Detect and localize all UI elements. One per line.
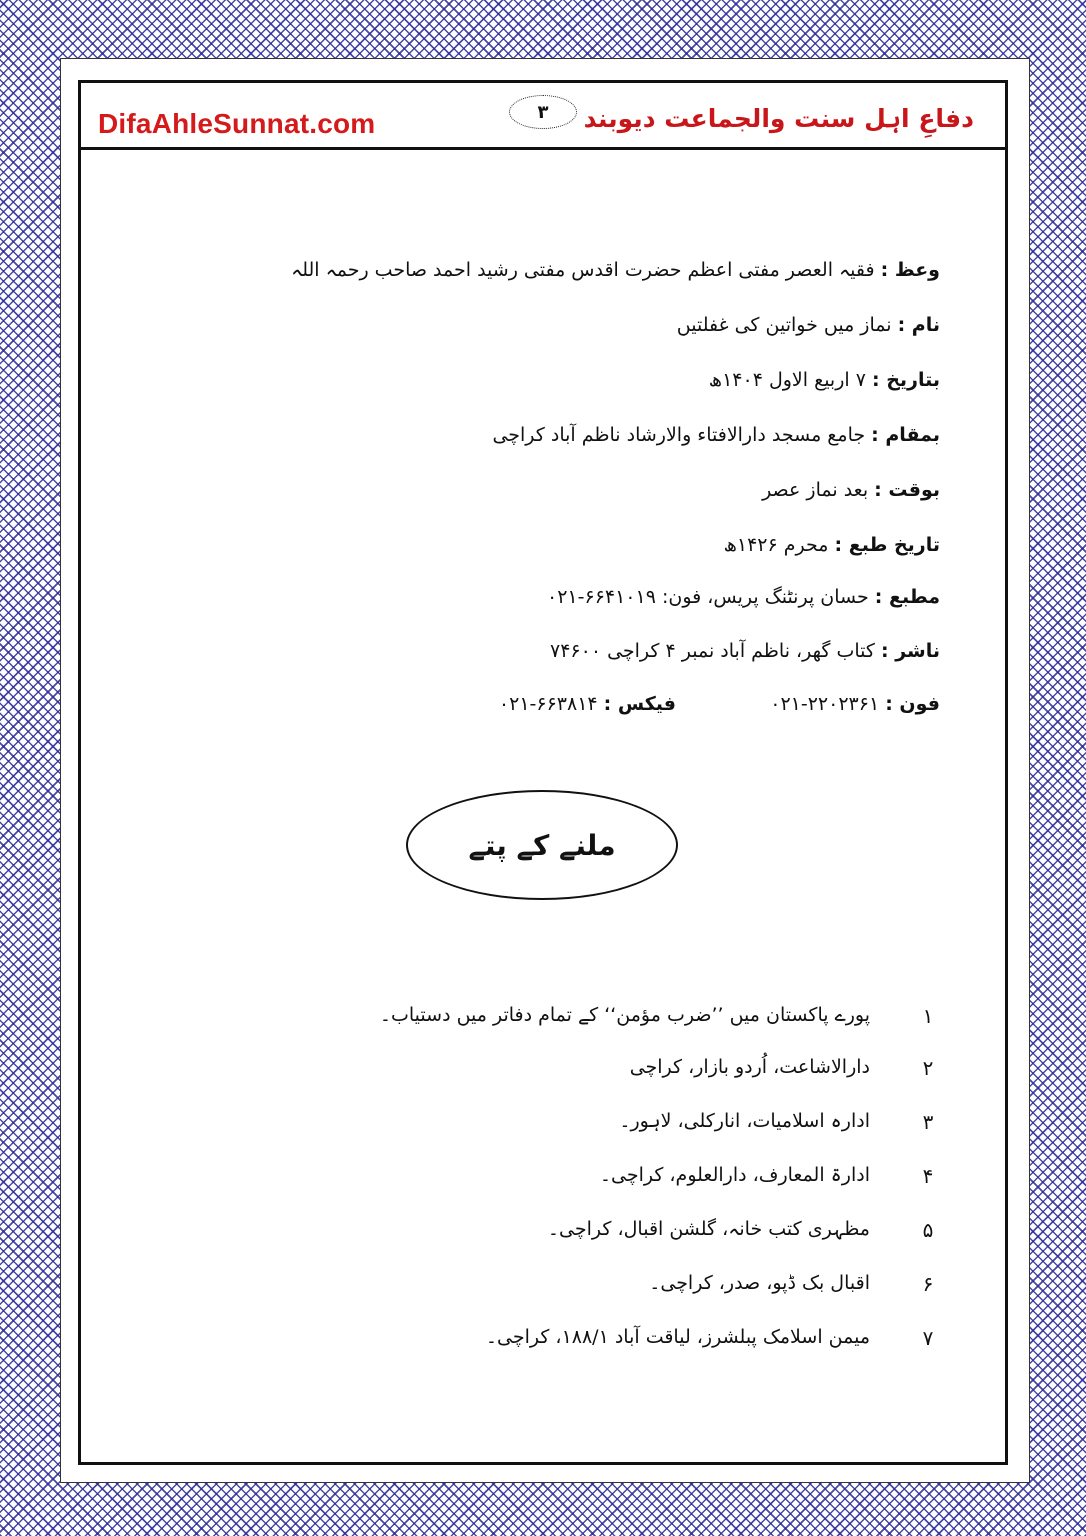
fax-value: ۶۶۳۸۱۴-۰۲۱ — [498, 693, 598, 715]
list-number: ۲ — [922, 1056, 934, 1080]
detail-line-place — [492, 424, 940, 446]
detail-value: محرم ۱۴۲۶ھ — [723, 534, 829, 556]
phone-value: ۲۲۰۲۳۶۱-۰۲۱ — [770, 693, 880, 715]
list-item — [0, 1164, 1086, 1204]
detail-label: بتاریخ : — [871, 369, 940, 391]
detail-label: بوقت : — [874, 479, 940, 501]
list-text: ادارۃ المعارف، دارالعلوم، کراچی۔ — [599, 1164, 870, 1186]
list-text: میمن اسلامک پبلشرز، لیاقت آباد ۱۸۸/۱، کراچی۔ — [485, 1326, 870, 1348]
list-text: مظہری کتب خانہ، گلشن اقبال، کراچی۔ — [547, 1218, 870, 1240]
detail-value: حسان پرنٹنگ پریس، فون: ۶۶۴۱۰۱۹-۰۲۱ — [547, 586, 869, 608]
detail-value: نماز میں خواتین کی غفلتیں — [676, 314, 892, 336]
section-title: ملنے کے پتے — [468, 828, 616, 862]
list-item — [0, 1326, 1086, 1366]
header-divider — [78, 147, 1008, 150]
detail-value: بعد نماز عصر — [762, 479, 869, 501]
list-number: ۴ — [922, 1164, 934, 1188]
detail-label: مطبع : — [874, 586, 940, 608]
detail-label: ناشر : — [881, 640, 940, 662]
detail-line-time — [762, 479, 940, 501]
detail-line-publisher — [550, 640, 940, 662]
page-number-text: ۳ — [537, 101, 549, 123]
list-item — [0, 1272, 1086, 1312]
page-number — [509, 95, 577, 129]
detail-label: نام : — [897, 314, 940, 336]
detail-label: تاریخ طبع : — [834, 534, 940, 556]
phone-label: فون : — [885, 693, 940, 715]
header-title: دفاعِ اہل سنت والجماعت دیوبند — [583, 104, 974, 133]
list-text: پورے پاکستان میں ’’ضرب مؤمن‘‘ کے تمام دفاتر میں دستیاب۔ — [379, 1004, 870, 1026]
detail-label: وعظ : — [880, 259, 940, 281]
detail-value: ۷ اربیع الاول ۱۴۰۴ھ — [708, 369, 866, 391]
section-title-oval — [406, 790, 678, 900]
fax-line — [499, 693, 676, 715]
list-text: اقبال بک ڈپو، صدر، کراچی۔ — [649, 1272, 870, 1294]
list-text: ادارہ اسلامیات، انارکلی، لاہور۔ — [619, 1110, 870, 1132]
list-number: ۱ — [922, 1004, 934, 1028]
detail-line-press — [547, 586, 940, 608]
detail-value: فقیہ العصر مفتی اعظم حضرت اقدس مفتی رشید احمد صاحب رحمہ اللہ — [291, 259, 875, 281]
list-item — [0, 1110, 1086, 1150]
list-number: ۵ — [922, 1218, 934, 1242]
phone-line — [770, 693, 940, 715]
list-number: ۳ — [922, 1110, 934, 1134]
detail-line-date — [709, 369, 940, 391]
list-item — [0, 1004, 1086, 1044]
list-item — [0, 1218, 1086, 1258]
detail-value: کتاب گھر، ناظم آباد نمبر ۴ کراچی ۷۴۶۰۰ — [550, 640, 875, 662]
detail-value: جامع مسجد دارالافتاء والارشاد ناظم آباد کراچی — [492, 424, 866, 446]
list-number: ۷ — [922, 1326, 934, 1350]
list-item — [0, 1056, 1086, 1096]
list-number: ۶ — [922, 1272, 934, 1296]
detail-line-print-date — [724, 534, 940, 556]
list-text: دارالاشاعت، اُردو بازار، کراچی — [629, 1056, 870, 1078]
detail-label: بمقام : — [871, 424, 940, 446]
detail-line-sermon — [291, 259, 940, 281]
fax-label: فیکس : — [603, 693, 676, 715]
site-name: DifaAhleSunnat.com — [98, 108, 376, 139]
detail-line-name — [677, 314, 940, 336]
